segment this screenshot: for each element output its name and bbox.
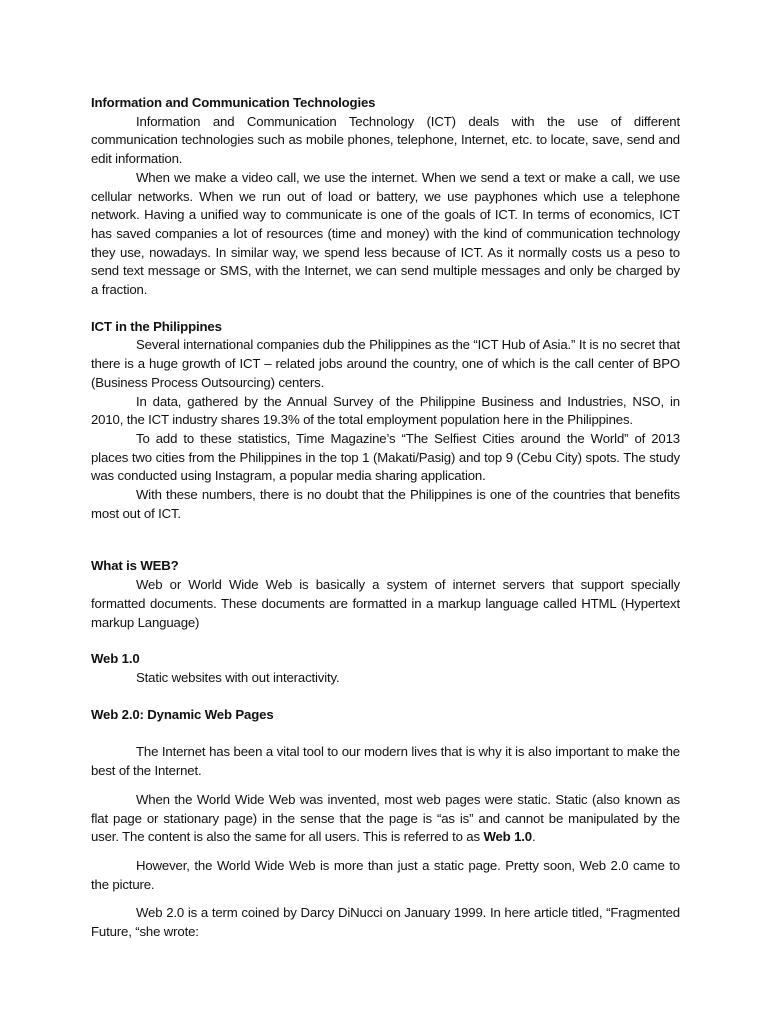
section-heading-web1: Web 1.0	[91, 651, 140, 667]
paragraph: However, the World Wide Web is more than just a static page. Pretty soon, Web 2.0 came to the picture.	[91, 857, 680, 892]
paragraph: Several international companies dub the Philippines as the “ICT Hub of Asia.” It is no secret that there is a huge growth of ICT – related jobs around the country, one of which is the call center of BPO (Business Process Outsourcing) centers.	[91, 337, 680, 390]
section-heading-web2: Web 2.0: Dynamic Web Pages	[91, 706, 274, 722]
paragraph: The Internet has been a vital tool to our modern lives that is why it is also important to make the best of the Internet.	[91, 744, 680, 779]
paragraph-end: .	[531, 829, 536, 845]
paragraph: With these numbers, there is no doubt that the Philippines is one of the countries that benefits most out of ICT.	[91, 487, 680, 521]
paragraph: Static websites with out interactivity.	[136, 669, 340, 685]
paragraph	[91, 791, 680, 847]
paragraph: In data, gathered by the Annual Survey of the Philippine Business and Industries, NSO, in 2010, the ICT industry shares 19.3% of the total employment population here in the Philippines.	[91, 393, 680, 428]
section-heading-ict-philippines: ICT in the Philippines	[91, 318, 222, 334]
paragraph: Web 2.0 is a term coined by Darcy DiNucci on January 1999. In here article titled, “Fragmented Future, “she wrote:	[91, 905, 680, 940]
paragraph-text: When the World Wide Web was invented, most web pages were static. Static (also known as flat page or stationary page) in the sense that the page is “as is” and cannot be manipulated by the user. The content is also the same for all users. This is referred to as	[91, 791, 680, 845]
paragraph: Information and Communication Technology (ICT) deals with the use of different communication technologies such as mobile phones, telephone, Internet, etc. to locate, save, send and edit information.	[91, 113, 680, 167]
paragraph: To add to these statistics, Time Magazine’s “The Selfiest Cities around the World” of 2013 places two cities from the Philippines in the top 1 (Makati/Pasig) and top 9 (Cebu City) spots. The study was conducted using Instagram, a popular media sharing application.	[91, 430, 680, 484]
paragraph: When we make a video call, we use the internet. When we send a text or make a call, we use cellular networks. When we run out of load or battery, we use payphones which use a telephone network. Having a unified way to communicate is one of the goals of ICT. In terms of economics, ICT has saved companies a lot of resources (time and money) with the kind of communication technology they use, nowadays. In similar way, we spend less because of ICT. As it normally costs us a peso to send text message or SMS, with the Internet, we can send multiple messages and only be charged by a fraction.	[91, 169, 680, 298]
section-heading-what-is-web: What is WEB?	[91, 558, 179, 574]
bold-term-web1: Web 1.0	[483, 829, 532, 845]
section-heading-ict: Information and Communication Technologies	[91, 95, 376, 110]
paragraph: Web or World Wide Web is basically a system of internet servers that support specially formatted documents. These documents are formatted in a markup language called HTML (Hypertext markup Language)	[91, 577, 680, 630]
